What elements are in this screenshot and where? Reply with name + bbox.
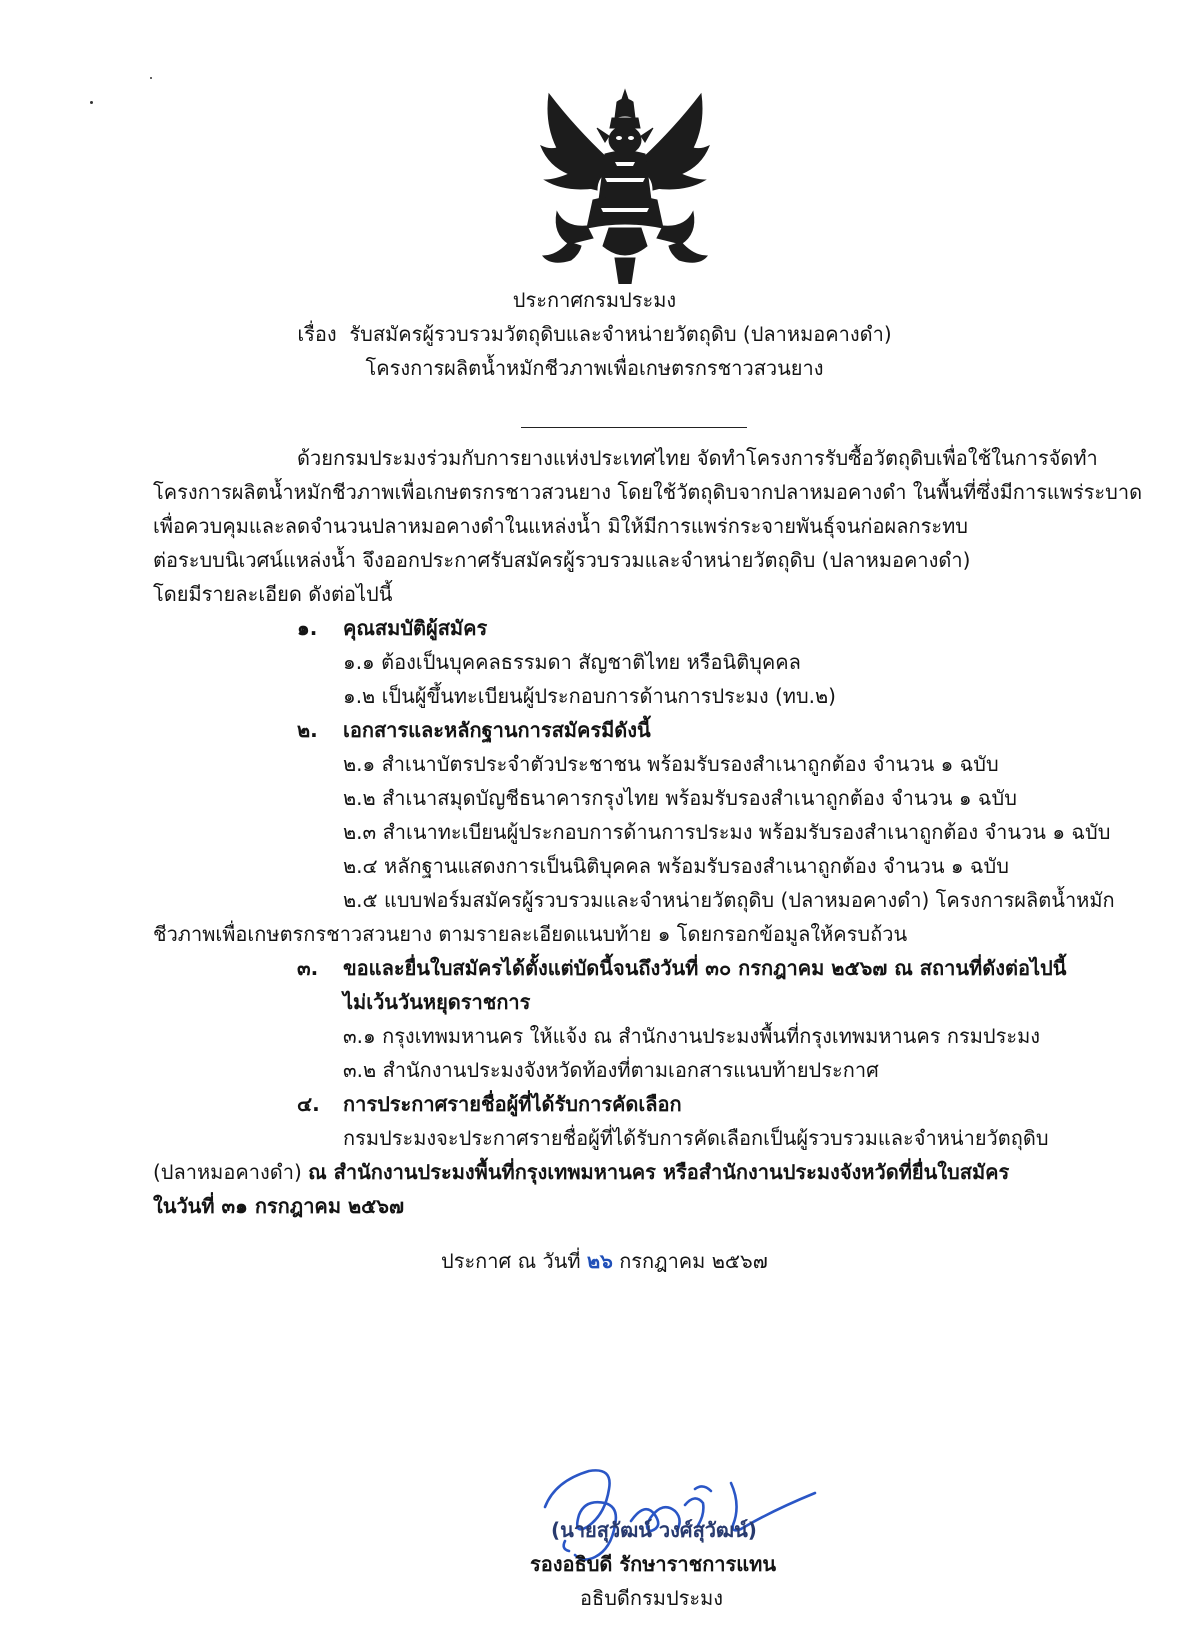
announcement-date xyxy=(441,1247,768,1275)
section-1-item: ๑.๑ ต้องเป็นบุคคลธรรมดา สัญชาติไทย หรือนิติบุคคล xyxy=(343,650,801,674)
section-4-location: ณ สำนักงานประมงพื้นที่กรุงเทพมหานคร หรือสำนักงานประมงจังหวัดที่ยื่นใบสมัคร xyxy=(308,1160,1010,1184)
section-4-text: กรมประมงจะประกาศรายชื่อผู้ที่ได้รับการคัดเลือกเป็นผู้รวบรวมและจำหน่ายวัตถุดิบ xyxy=(343,1126,1049,1150)
intro-line: ด้วยกรมประมงร่วมกับการยางแห่งประเทศไทย จัดทำโครงการรับซื้อวัตถุดิบเพื่อใช้ในการจัดทำ xyxy=(297,446,1098,470)
scan-speck xyxy=(90,101,93,104)
signatory-position xyxy=(530,1550,776,1578)
subject-line xyxy=(0,320,1189,348)
section-4-date: ในวันที่ ๓๑ กรกฎาคม ๒๕๖๗ xyxy=(153,1194,405,1218)
section-2-item: ๒.๒ สำเนาสมุดบัญชีธนาคารกรุงไทย พร้อมรับรองสำเนาถูกต้อง จำนวน ๑ ฉบับ xyxy=(343,786,1017,810)
intro-line: โดยมีรายละเอียด ดังต่อไปนี้ xyxy=(153,582,393,606)
section-2-item: ๒.๓ สำเนาทะเบียนผู้ประกอบการด้านการประมง พร้อมรับรองสำเนาถูกต้อง จำนวน ๑ ฉบับ xyxy=(343,820,1111,844)
section-2-item: ๒.๔ หลักฐานแสดงการเป็นนิติบุคคล พร้อมรับรองสำเนาถูกต้อง จำนวน ๑ ฉบับ xyxy=(343,854,1009,878)
announcement-day: ๒๖ xyxy=(586,1249,613,1273)
page-title: ประกาศกรมประมง xyxy=(512,288,677,312)
announcement-month-year: กรกฎาคม ๒๕๖๗ xyxy=(619,1249,768,1273)
title-divider xyxy=(521,427,747,428)
section-3-item: ๓.๒ สำนักงานประมงจังหวัดท้องที่ตามเอกสารแนบท้ายประกาศ xyxy=(343,1058,879,1082)
signatory-position-line1: รองอธิบดี รักษาราชการแทน xyxy=(530,1552,777,1576)
scan-speck xyxy=(150,77,152,79)
intro-line: ต่อระบบนิเวศน์แหล่งน้ำ จึงออกประกาศรับสมัครผู้รวบรวมและจำหน่ายวัตถุดิบ (ปลาหมอคางดำ) xyxy=(153,548,971,572)
section-2-item: ๒.๑ สำเนาบัตรประจำตัวประชาชน พร้อมรับรองสำเนาถูกต้อง จำนวน ๑ ฉบับ xyxy=(343,752,999,776)
section-1-title: คุณสมบัติผู้สมัคร xyxy=(343,616,488,640)
section-4-species: (ปลาหมอคางดำ) xyxy=(153,1160,302,1184)
signatory-name: (นายสุวัฒน์ วงศ์สุวัฒน์) xyxy=(551,1518,757,1542)
section-4-number: ๔. xyxy=(297,1092,320,1116)
section-3-title-continued: ไม่เว้นวันหยุดราชการ xyxy=(343,990,531,1014)
section-3-title: ขอและยื่นใบสมัครได้ตั้งแต่บัดนี้จนถึงวันที่ ๓๐ กรกฎาคม ๒๕๖๗ ณ สถานที่ดังต่อไปนี้ xyxy=(343,956,1067,980)
project-line: โครงการผลิตน้ำหมักชีวภาพเพื่อเกษตรกรชาวสวนยาง xyxy=(365,356,824,380)
signatory-position-line2: อธิบดีกรมประมง xyxy=(580,1586,724,1610)
section-4-text xyxy=(153,1158,1009,1186)
intro-line: เพื่อควบคุมและลดจำนวนปลาหมอคางดำในแหล่งน้ำ มิให้มีการแพร่กระจายพันธุ์จนก่อผลกระทบ xyxy=(153,514,968,538)
section-3-item: ๓.๑ กรุงเทพมหานคร ให้แจ้ง ณ สำนักงานประมงพื้นที่กรุงเทพมหานคร กรมประมง xyxy=(343,1024,1041,1048)
section-2-number: ๒. xyxy=(297,718,318,742)
intro-line: โครงการผลิตน้ำหมักชีวภาพเพื่อเกษตรกรชาวสวนยาง โดยใช้วัตถุดิบจากปลาหมอคางดำ ในพื้นที่ซึ่งมีการแพร่ระบาด xyxy=(153,480,1143,504)
section-3-number: ๓. xyxy=(297,956,319,980)
section-2-item-continued: ชีวภาพเพื่อเกษตรกรชาวสวนยาง ตามรายละเอียดแนบท้าย ๑ โดยกรอกข้อมูลให้ครบถ้วน xyxy=(153,922,908,946)
section-1-number: ๑. xyxy=(297,616,318,640)
subject-prefix: เรื่อง xyxy=(297,322,337,346)
garuda-emblem-icon xyxy=(535,88,715,284)
announcement-date-prefix: ประกาศ ณ วันที่ xyxy=(441,1249,581,1273)
subject-text: รับสมัครผู้รวบรวมวัตถุดิบและจำหน่ายวัตถุดิบ (ปลาหมอคางดำ) xyxy=(349,322,892,346)
section-2-item: ๒.๕ แบบฟอร์มสมัครผู้รวบรวมและจำหน่ายวัตถุดิบ (ปลาหมอคางดำ) โครงการผลิตน้ำหมัก xyxy=(343,888,1115,912)
section-1-item: ๑.๒ เป็นผู้ขึ้นทะเบียนผู้ประกอบการด้านการประมง (ทบ.๒) xyxy=(343,684,836,708)
section-2-title: เอกสารและหลักฐานการสมัครมีดังนี้ xyxy=(343,718,651,742)
section-4-title: การประกาศรายชื่อผู้ที่ได้รับการคัดเลือก xyxy=(343,1092,682,1116)
